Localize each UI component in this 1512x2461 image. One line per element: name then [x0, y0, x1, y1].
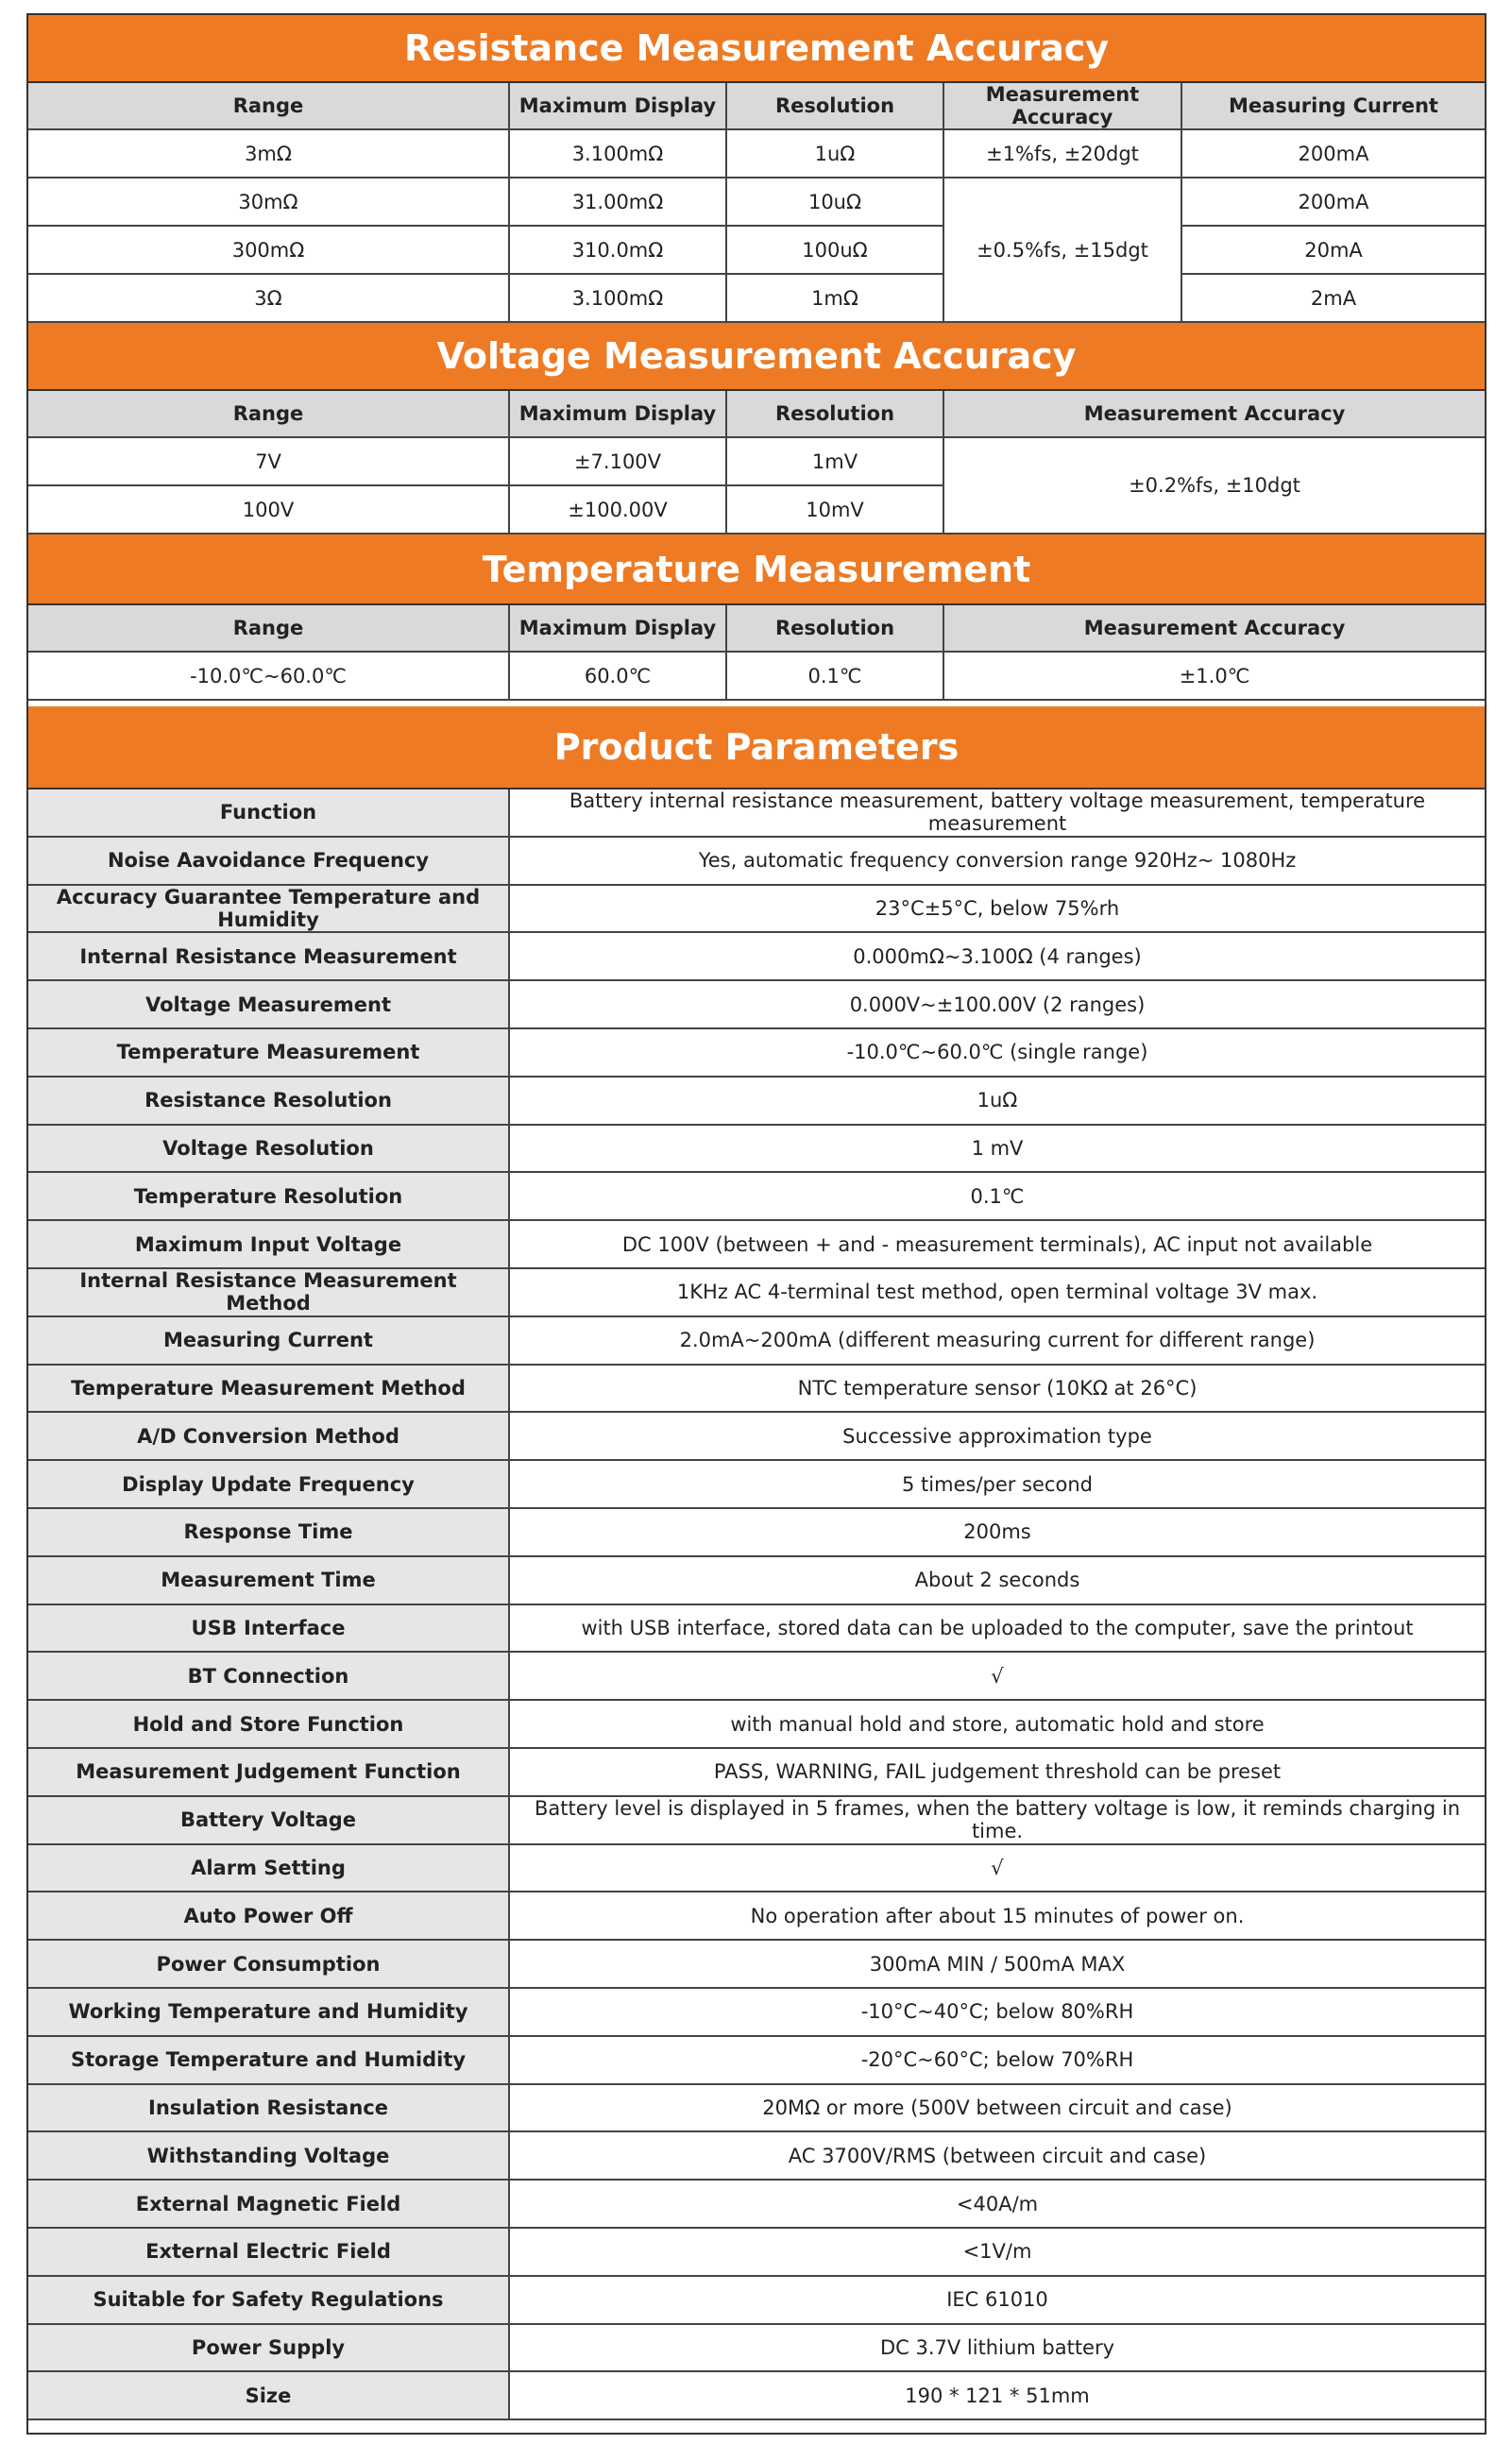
param-label: USB Interface: [28, 1605, 510, 1654]
params-title: Product Parameters: [28, 703, 1485, 789]
param-label: Display Update Frequency: [28, 1461, 510, 1509]
param-value: Yes, automatic frequency conversion range 920Hz~ 1080Hz: [510, 838, 1485, 886]
param-value: -10.0℃~60.0℃ (single range): [510, 1029, 1485, 1078]
param-value: DC 100V (between + and - measurement terminals), AC input not available: [510, 1221, 1485, 1269]
resistance-cell-range: 30mΩ: [28, 178, 510, 227]
resistance-header-current: Measuring Current: [1182, 83, 1485, 130]
resistance-table: [28, 83, 1485, 323]
voltage-header-max-display: Maximum Display: [510, 391, 727, 438]
param-value: 1KHz AC 4-terminal test method, open terminal voltage 3V max.: [510, 1269, 1485, 1317]
resistance-cell-max: 31.00mΩ: [510, 178, 727, 227]
voltage-cell-resolution: 10mV: [727, 486, 944, 535]
resistance-cell-accuracy-merged: ±0.5%fs, ±15dgt: [944, 178, 1182, 323]
param-value: 23°C±5°C, below 75%rh: [510, 886, 1485, 934]
param-label: Internal Resistance Measurement Method: [28, 1269, 510, 1317]
param-value: √: [510, 1653, 1485, 1701]
param-label: Measurement Judgement Function: [28, 1749, 510, 1797]
param-label: Alarm Setting: [28, 1845, 510, 1893]
param-value: Battery level is displayed in 5 frames, when the battery voltage is low, it reminds charging in time.: [510, 1797, 1485, 1845]
param-value: No operation after about 15 minutes of power on.: [510, 1892, 1485, 1941]
param-label: Auto Power Off: [28, 1892, 510, 1941]
resistance-cell-range: 3mΩ: [28, 130, 510, 178]
param-label: External Electric Field: [28, 2229, 510, 2277]
param-value: About 2 seconds: [510, 1557, 1485, 1605]
param-value: -20°C~60°C; below 70%RH: [510, 2037, 1485, 2085]
voltage-cell-resolution: 1mV: [727, 438, 944, 486]
param-value: 20MΩ or more (500V between circuit and case): [510, 2085, 1485, 2133]
voltage-cell-max: ±100.00V: [510, 486, 727, 535]
resistance-cell-range: 300mΩ: [28, 227, 510, 275]
param-label: Function: [28, 789, 510, 838]
param-value: 300mA MIN / 500mA MAX: [510, 1941, 1485, 1989]
resistance-header-resolution: Resolution: [727, 83, 944, 130]
voltage-cell-accuracy-merged: ±0.2%fs, ±10dgt: [944, 438, 1485, 535]
param-value: 0.000mΩ~3.100Ω (4 ranges): [510, 933, 1485, 981]
param-value: -10°C~40°C; below 80%RH: [510, 1989, 1485, 2037]
voltage-title: Voltage Measurement Accuracy: [28, 323, 1485, 391]
resistance-cell-resolution: 1mΩ: [727, 275, 944, 323]
temperature-header-accuracy: Measurement Accuracy: [944, 605, 1485, 653]
param-value: 190 * 121 * 51mm: [510, 2372, 1485, 2420]
param-value: with manual hold and store, automatic hold and store: [510, 1701, 1485, 1749]
voltage-header-resolution: Resolution: [727, 391, 944, 438]
temperature-cell-accuracy: ±1.0℃: [944, 653, 1485, 701]
params-table: [28, 789, 1485, 2420]
param-label: Noise Aavoidance Frequency: [28, 838, 510, 886]
param-label: Power Supply: [28, 2325, 510, 2373]
voltage-cell-range: 100V: [28, 486, 510, 535]
param-value: 5 times/per second: [510, 1461, 1485, 1509]
resistance-cell-resolution: 1uΩ: [727, 130, 944, 178]
param-value: 0.000V~±100.00V (2 ranges): [510, 981, 1485, 1029]
temperature-header-max-display: Maximum Display: [510, 605, 727, 653]
param-label: BT Connection: [28, 1653, 510, 1701]
voltage-cell-range: 7V: [28, 438, 510, 486]
param-label: Temperature Measurement: [28, 1029, 510, 1078]
param-label: Working Temperature and Humidity: [28, 1989, 510, 2037]
resistance-cell-max: 3.100mΩ: [510, 275, 727, 323]
param-label: Size: [28, 2372, 510, 2420]
param-value: 1 mV: [510, 1126, 1485, 1174]
temperature-table: [28, 605, 1485, 701]
param-label: Accuracy Guarantee Temperature and Humidity: [28, 886, 510, 934]
param-value: √: [510, 1845, 1485, 1893]
param-label: Voltage Measurement: [28, 981, 510, 1029]
resistance-cell-max: 3.100mΩ: [510, 130, 727, 178]
param-label: Resistance Resolution: [28, 1078, 510, 1126]
resistance-cell-current: 200mA: [1182, 130, 1485, 178]
temperature-title: Temperature Measurement: [28, 535, 1485, 605]
temperature-cell-resolution: 0.1℃: [727, 653, 944, 701]
param-value: 2.0mA~200mA (different measuring current for different range): [510, 1317, 1485, 1366]
resistance-header-accuracy: Measurement Accuracy: [944, 83, 1182, 130]
param-label: Storage Temperature and Humidity: [28, 2037, 510, 2085]
resistance-title: Resistance Measurement Accuracy: [28, 15, 1485, 83]
param-value: NTC temperature sensor (10KΩ at 26°C): [510, 1366, 1485, 1414]
param-value: DC 3.7V lithium battery: [510, 2325, 1485, 2373]
temperature-header-range: Range: [28, 605, 510, 653]
temperature-header-resolution: Resolution: [727, 605, 944, 653]
param-value: IEC 61010: [510, 2277, 1485, 2325]
param-label: Internal Resistance Measurement: [28, 933, 510, 981]
resistance-cell-resolution: 10uΩ: [727, 178, 944, 227]
voltage-cell-max: ±7.100V: [510, 438, 727, 486]
param-value: AC 3700V/RMS (between circuit and case): [510, 2132, 1485, 2181]
voltage-table: [28, 391, 1485, 535]
param-value: PASS, WARNING, FAIL judgement threshold can be preset: [510, 1749, 1485, 1797]
resistance-cell-accuracy: ±1%fs, ±20dgt: [944, 130, 1182, 178]
resistance-cell-current: 200mA: [1182, 178, 1485, 227]
resistance-cell-current: 2mA: [1182, 275, 1485, 323]
param-value: 1uΩ: [510, 1078, 1485, 1126]
param-value: <1V/m: [510, 2229, 1485, 2277]
param-value: <40A/m: [510, 2181, 1485, 2229]
param-label: Maximum Input Voltage: [28, 1221, 510, 1269]
param-label: Power Consumption: [28, 1941, 510, 1989]
spec-sheet: [26, 13, 1487, 2435]
param-label: Measurement Time: [28, 1557, 510, 1605]
param-label: Temperature Measurement Method: [28, 1366, 510, 1414]
param-label: Insulation Resistance: [28, 2085, 510, 2133]
temperature-cell-range: -10.0℃~60.0℃: [28, 653, 510, 701]
param-label: Battery Voltage: [28, 1797, 510, 1845]
param-value: Successive approximation type: [510, 1413, 1485, 1461]
param-value: 0.1℃: [510, 1173, 1485, 1221]
param-label: Measuring Current: [28, 1317, 510, 1366]
resistance-cell-resolution: 100uΩ: [727, 227, 944, 275]
param-label: Response Time: [28, 1509, 510, 1557]
resistance-header-range: Range: [28, 83, 510, 130]
param-label: Voltage Resolution: [28, 1126, 510, 1174]
param-value: 200ms: [510, 1509, 1485, 1557]
param-label: A/D Conversion Method: [28, 1413, 510, 1461]
resistance-cell-max: 310.0mΩ: [510, 227, 727, 275]
temperature-cell-max: 60.0℃: [510, 653, 727, 701]
param-label: Withstanding Voltage: [28, 2132, 510, 2181]
resistance-cell-range: 3Ω: [28, 275, 510, 323]
resistance-header-max-display: Maximum Display: [510, 83, 727, 130]
param-value: with USB interface, stored data can be uploaded to the computer, save the printout: [510, 1605, 1485, 1654]
param-label: Hold and Store Function: [28, 1701, 510, 1749]
resistance-cell-current: 20mA: [1182, 227, 1485, 275]
voltage-header-accuracy: Measurement Accuracy: [944, 391, 1485, 438]
voltage-header-range: Range: [28, 391, 510, 438]
param-value: Battery internal resistance measurement, battery voltage measurement, temperature measurement: [510, 789, 1485, 838]
param-label: Suitable for Safety Regulations: [28, 2277, 510, 2325]
param-label: Temperature Resolution: [28, 1173, 510, 1221]
param-label: External Magnetic Field: [28, 2181, 510, 2229]
